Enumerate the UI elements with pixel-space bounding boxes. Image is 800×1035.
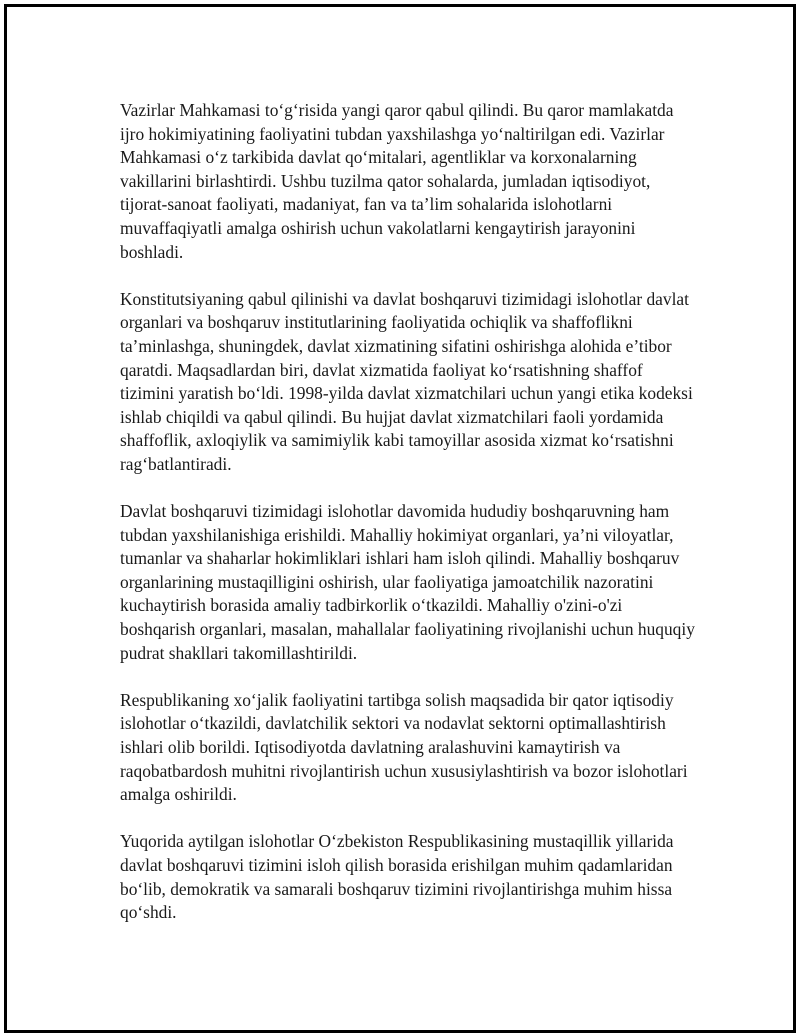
page-border (4, 4, 796, 1033)
paragraph-1: Vazirlar Mahkamasi to‘g‘risida yangi qaror qabul qilindi. Bu qaror mamlakatda ijro hokimiyatining faoliyatini tubdan yaxshilashga yo‘naltirilgan edi. Vazirlar Mahkamasi o‘z tarkibida davlat qo‘mitalari, agentliklar va korxonalarning vakillarini birlashtirdi. Ushbu tuzilma qator sohalarda, jumladan iqtisodiyot, tijorat-sanoat faoliyati, madaniyat, fan va ta’lim sohalarida islohotlarni muvaffaqiyatli amalga oshirish uchun vakolatlarni kengaytirish jarayonini boshladi. (120, 100, 674, 262)
paragraph-3: Davlat boshqaruvi tizimidagi islohotlar davomida hududiy boshqaruvning ham tubdan yaxshilanishiga erishildi. Mahalliy hokimiyat organlari, ya’ni viloyatlar, tumanlar va shaharlar hokimliklari ishlari ham isloh qilindi. Mahalliy boshqaruv organlarining mustaqilligini oshirish, ular faoliyatiga jamoatchilik nazoratini kuchaytirish borasida amaliy tadbirkorlik o‘tkazildi. Mahalliy o'zini-o'zi boshqarish organlari, masalan, mahallalar faoliyatining rivojlanishi uchun huquqiy pudrat shakllari takomillashtirildi. (120, 501, 695, 663)
document-body (120, 99, 700, 948)
paragraph-4: Respublikaning xo‘jalik faoliyatini tartibga solish maqsadida bir qator iqtisodiy islohotlar o‘tkazildi, davlatchilik sektori va nodavlat sektorni optimallashtirish ishlari olib borildi. Iqtisodiyotda davlatning aralashuvini kamaytirish va raqobatbardosh muhitni rivojlantirish uchun xususiylashtirish va bozor islohotlari amalga oshirildi. (120, 689, 688, 805)
paragraph-5: Yuqorida aytilgan islohotlar O‘zbekiston Respublikasining mustaqillik yillarida davlat boshqaruvi tizimini isloh qilish borasida erishilgan muhim qadamlaridan bo‘lib, demokratik va samarali boshqaruv tizimini rivojlantirishga muhim hissa qo‘shdi. (120, 831, 674, 923)
paragraph-2: Konstitutsiyaning qabul qilinishi va davlat boshqaruvi tizimidagi islohotlar davlat organlari va boshqaruv institutlarining faoliyatida ochiqlik va shaffoflikni ta’minlashga, shuningdek, davlat xizmatining sifatini oshirishga alohida e’tibor qaratdi. Maqsadlardan biri, davlat xizmatida faoliyat ko‘rsatishning shaffof tizimini yaratish bo‘ldi. 1998-yilda davlat xizmatchilari uchun yangi etika kodeksi ishlab chiqildi va qabul qilindi. Bu hujjat davlat xizmatchilari faoli yordamida shaffoflik, axloqiylik va samimiylik kabi tamoyillar asosida xizmat ko‘rsatishni rag‘batlantiradi. (120, 288, 693, 474)
